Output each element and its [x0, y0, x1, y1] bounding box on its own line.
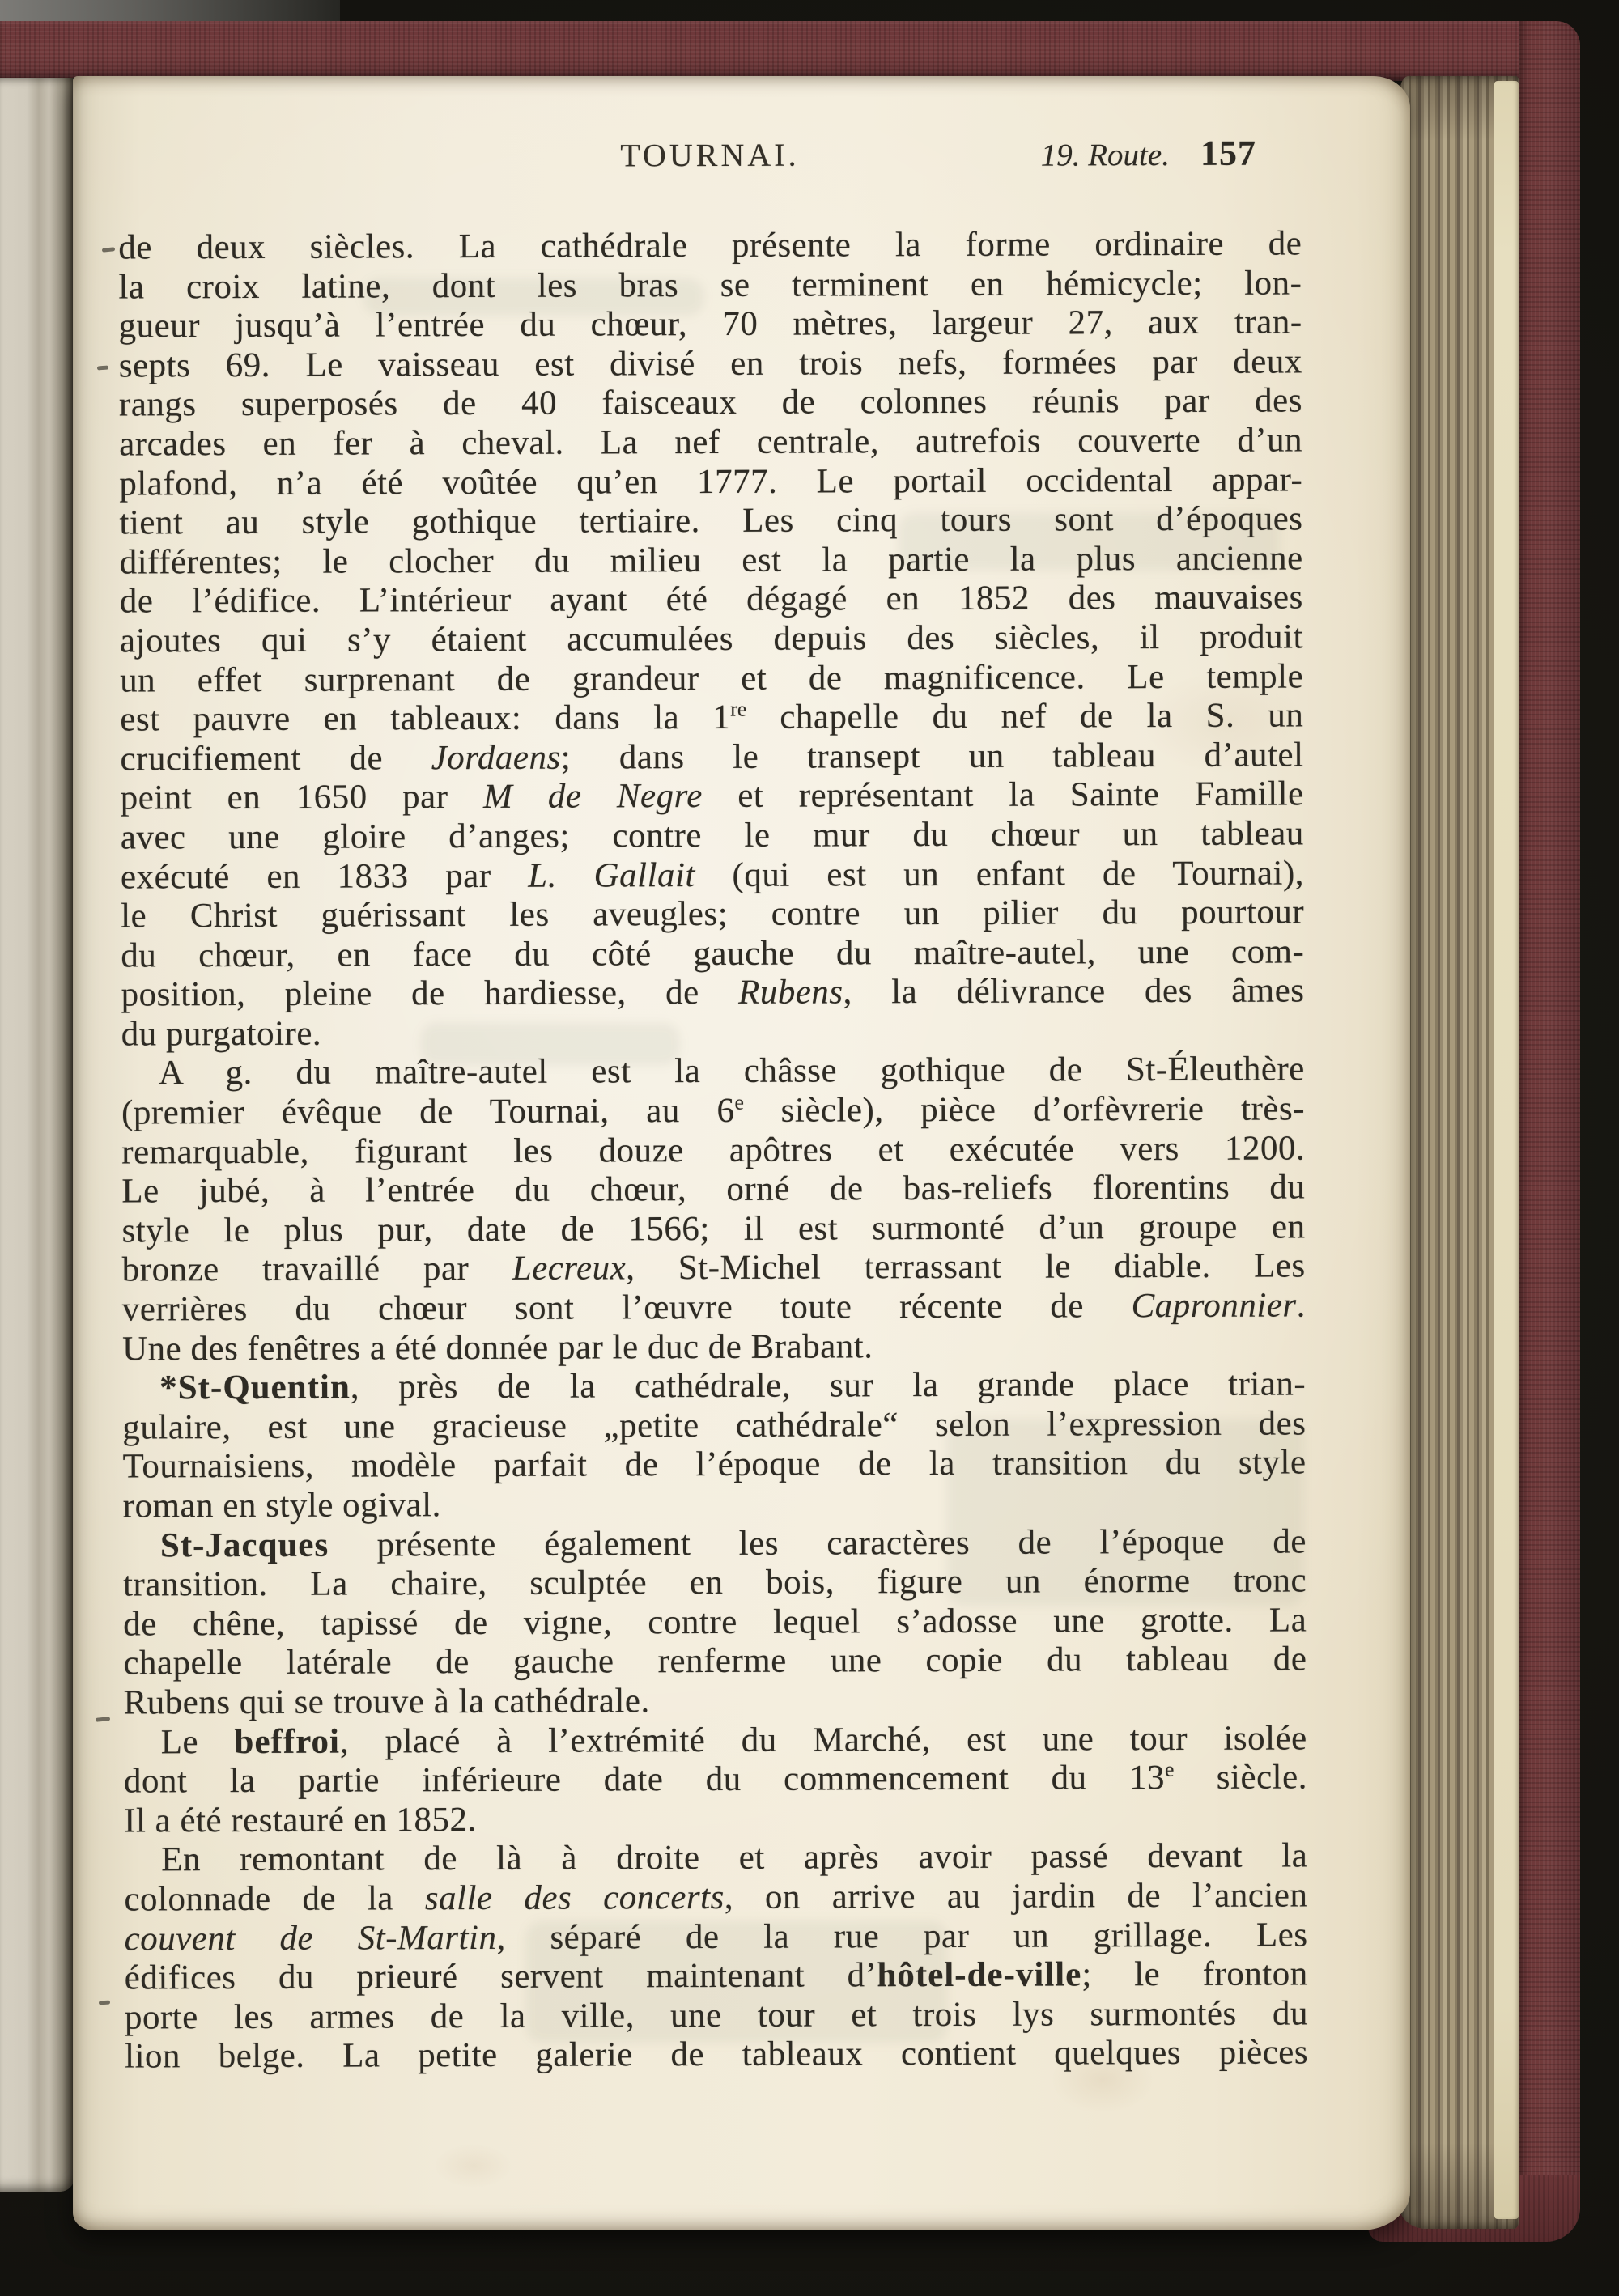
text-segment: peint en 1650 par: [120, 778, 484, 817]
text-segment: M de Negre: [482, 777, 703, 817]
text-line: [125, 1994, 1308, 2038]
endpaper-strip: [1494, 81, 1519, 2219]
text-segment: beffroi: [234, 1722, 340, 1761]
text-line: [123, 1601, 1307, 1645]
ink-artifact: [97, 366, 108, 371]
text-segment: Le: [160, 1722, 235, 1761]
text-segment: plafond, n’a été voûtée qu’en 1777. Le portail occidental appar-: [119, 460, 1303, 503]
text-segment: Rubens qui se trouve à la cathédrale.: [123, 1682, 650, 1722]
text-segment: Rubens: [737, 973, 843, 1012]
text-segment: siècle.: [1174, 1758, 1307, 1797]
text-segment: différentes; le clocher du milieu est la partie la plus ancienne: [119, 539, 1303, 582]
text-segment: transition. La chaire, sculptée en bois, figure un énorme tronc: [122, 1561, 1307, 1604]
text-segment: colonnade de la: [124, 1879, 425, 1919]
route-label: 19. Route.: [1040, 138, 1170, 173]
text-segment: *St-Quentin: [159, 1368, 351, 1407]
text-segment: ; dans le transept un tableau d’autel: [560, 736, 1304, 777]
text-segment: Capronnier: [1131, 1286, 1297, 1326]
text-segment: septs 69. Le vaisseau est divisé en trois nefs, formées par deux: [118, 342, 1302, 385]
text-line: [124, 1759, 1307, 1802]
text-line: [120, 618, 1303, 661]
text-line: [120, 579, 1303, 622]
text-segment: la croix latine, dont les bras se terminent en hémicycle; lon-: [118, 264, 1302, 307]
text-line: [119, 421, 1302, 465]
text-segment: , placé à l’extrémité du Marché, est une tour isolée: [339, 1719, 1307, 1761]
text-segment: couvent de St-Martin: [124, 1918, 497, 1959]
text-segment: de chêne, tapissé de vigne, contre lequel s’adosse une grotte. La: [123, 1601, 1307, 1644]
text-segment: (premier évêque de Tournai, au 6: [121, 1091, 735, 1132]
text-segment: avec une gloire d’anges; contre le mur du chœur un tableau: [120, 814, 1304, 857]
text-line: [121, 1050, 1305, 1094]
text-segment: bronze travaillé par: [121, 1250, 512, 1289]
text-line: [124, 1837, 1307, 1881]
text-segment: e: [734, 1090, 744, 1114]
text-segment: dont la partie inférieure date du commencement du 13: [123, 1759, 1166, 1801]
text-line: [122, 1326, 1306, 1369]
text-segment: Jordaens: [431, 738, 561, 777]
body-text: [118, 224, 1308, 2077]
text-line: [118, 264, 1302, 308]
text-line: [121, 854, 1304, 898]
text-segment: édifices du prieuré servent maintenant d’: [124, 1956, 877, 1997]
text-line: [119, 382, 1302, 426]
text-line: [119, 303, 1302, 347]
text-segment: ; le fronton: [1081, 1954, 1308, 1994]
text-line: [125, 2034, 1308, 2077]
text-line: [122, 1444, 1306, 1488]
text-segment: A g. du maître-autel est la châsse gothique de St-Éleuthère: [158, 1050, 1305, 1093]
text-segment: L. Gallait: [528, 855, 695, 895]
book-cover-top-edge: [0, 21, 1577, 81]
text-segment: salle des concerts: [424, 1878, 725, 1918]
text-segment: , on arrive au jardin de l’ancien: [724, 1876, 1308, 1916]
text-segment: gulaire, est une gracieuse „petite cathédrale“ selon l’expression des: [122, 1404, 1307, 1447]
text-segment: siècle), pièce d’orfèvrerie très-: [743, 1089, 1306, 1130]
text-segment: ajoutes qui s’y étaient accumulées depuis des siècles, il produit: [119, 618, 1304, 660]
text-line: [119, 500, 1302, 544]
text-segment: le Christ guérissant les aveugles; contre un pilier du pourtour: [121, 893, 1305, 936]
text-line: [123, 1522, 1307, 1566]
facing-page-edge: [0, 78, 74, 2192]
text-segment: du purgatoire.: [121, 1014, 322, 1054]
book-cover-right-edge: [1519, 21, 1580, 2235]
text-line: [121, 1011, 1305, 1055]
page-header-right: [1041, 133, 1256, 184]
text-segment: et représentant la Sainte Famille: [702, 775, 1304, 816]
text-segment: En remontant de là à droite et après avoir passé devant la: [161, 1836, 1308, 1879]
text-line: [120, 736, 1303, 779]
page-number: 157: [1200, 133, 1256, 173]
text-line: [123, 1679, 1307, 1723]
text-segment: (qui est un enfant de Tournai),: [695, 853, 1305, 894]
text-segment: crucifiement de: [120, 738, 431, 779]
text-segment: verrières du chœur sont l’œuvre toute récente de: [121, 1287, 1132, 1329]
text-line: [123, 1562, 1307, 1606]
text-segment: .: [1296, 1286, 1306, 1325]
text-segment: un effet surprenant de grandeur et de magnificence. Le temple: [120, 656, 1304, 700]
text-segment: gueur jusqu’à l’entrée du chœur, 70 mètres, largeur 27, aux tran-: [118, 303, 1302, 346]
page-text-block: [118, 132, 1308, 2077]
text-segment: porte les armes de la ville, une tour et trois lys surmontés du: [124, 1994, 1309, 2037]
text-segment: arcades en fer à cheval. La nef centrale, autrefois couverte d’un: [119, 421, 1303, 464]
page-header-title: TOURNAI.: [620, 136, 800, 174]
text-line: [122, 1286, 1306, 1330]
text-segment: Tournaisiens, modèle parfait de l’époque de la transition du style: [122, 1443, 1307, 1486]
text-line: [119, 460, 1302, 504]
text-line: [124, 1797, 1307, 1841]
text-segment: est pauvre en tableaux: dans la 1: [120, 698, 731, 739]
text-line: [118, 224, 1302, 268]
text-segment: de l’édifice. L’intérieur ayant été dégagé en 1852 des mauvaises: [119, 578, 1303, 621]
text-line: [121, 893, 1304, 937]
text-line: [122, 1247, 1306, 1291]
text-line: [121, 1129, 1305, 1173]
text-segment: remarquable, figurant les douze apôtres et exécutée vers 1200.: [121, 1129, 1306, 1172]
text-line: [119, 342, 1302, 386]
text-segment: chapelle du nef de la S. un: [746, 696, 1304, 736]
text-segment: e: [1164, 1757, 1175, 1781]
text-segment: Le jubé, à l’entrée du chœur, orné de bas-reliefs florentins du: [121, 1168, 1306, 1211]
page-header: [118, 132, 1302, 178]
text-segment: rangs superposés de 40 faisceaux de colonnes réunis par des: [118, 381, 1303, 424]
text-line: [122, 1365, 1306, 1409]
text-line: [121, 1169, 1305, 1212]
text-segment: , la délivrance des âmes: [843, 971, 1305, 1012]
text-segment: , près de la cathédrale, sur la grande place trian-: [350, 1364, 1307, 1407]
text-line: [124, 1876, 1307, 1920]
ink-artifact: [99, 2001, 110, 2005]
text-line: [120, 697, 1303, 741]
text-segment: présente également les caractères de l’époque de: [329, 1522, 1307, 1564]
text-segment: de deux siècles. La cathédrale présente la forme ordinaire de: [118, 224, 1302, 267]
text-segment: exécuté en 1833 par: [120, 856, 529, 897]
text-line: [123, 1483, 1307, 1526]
text-segment: , séparé de la rue par un grillage. Les: [496, 1915, 1308, 1957]
text-line: [125, 1955, 1308, 1999]
text-segment: roman en style ogival.: [122, 1486, 441, 1526]
text-segment: Il a été restauré en 1852.: [124, 1800, 477, 1840]
text-line: [121, 775, 1304, 819]
text-segment: style le plus pur, date de 1566; il est surmonté d’un groupe en: [121, 1207, 1306, 1250]
text-line: [121, 972, 1304, 1016]
text-line: [121, 814, 1304, 858]
text-line: [124, 1719, 1307, 1763]
text-line: [125, 1916, 1308, 1959]
text-line: [122, 1404, 1306, 1448]
text-line: [120, 539, 1303, 583]
text-segment: tient au style gothique tertiaire. Les cinq tours sont d’époques: [119, 499, 1303, 542]
text-line: [121, 1207, 1305, 1251]
text-line: [121, 932, 1304, 976]
text-line: [123, 1640, 1307, 1684]
text-segment: du chœur, en face du côté gauche du maître-autel, une com-: [121, 932, 1305, 975]
text-segment: re: [730, 697, 747, 721]
text-segment: St-Jacques: [159, 1526, 329, 1564]
text-segment: lion belge. La petite galerie de tableaux contient quelques pièces: [125, 2033, 1309, 2076]
text-segment: Une des fenêtres a été donnée par le duc de Brabant.: [121, 1326, 873, 1369]
text-segment: , St-Michel terrassant le diable. Les: [626, 1246, 1306, 1288]
text-segment: chapelle latérale de gauche renferme une copie du tableau de: [123, 1640, 1307, 1683]
text-segment: hôtel-de-ville: [877, 1955, 1082, 1995]
text-segment: Lecreux: [512, 1249, 627, 1288]
text-line: [120, 657, 1303, 701]
text-segment: position, pleine de hardiesse, de: [121, 974, 739, 1014]
text-line: [121, 1090, 1305, 1134]
